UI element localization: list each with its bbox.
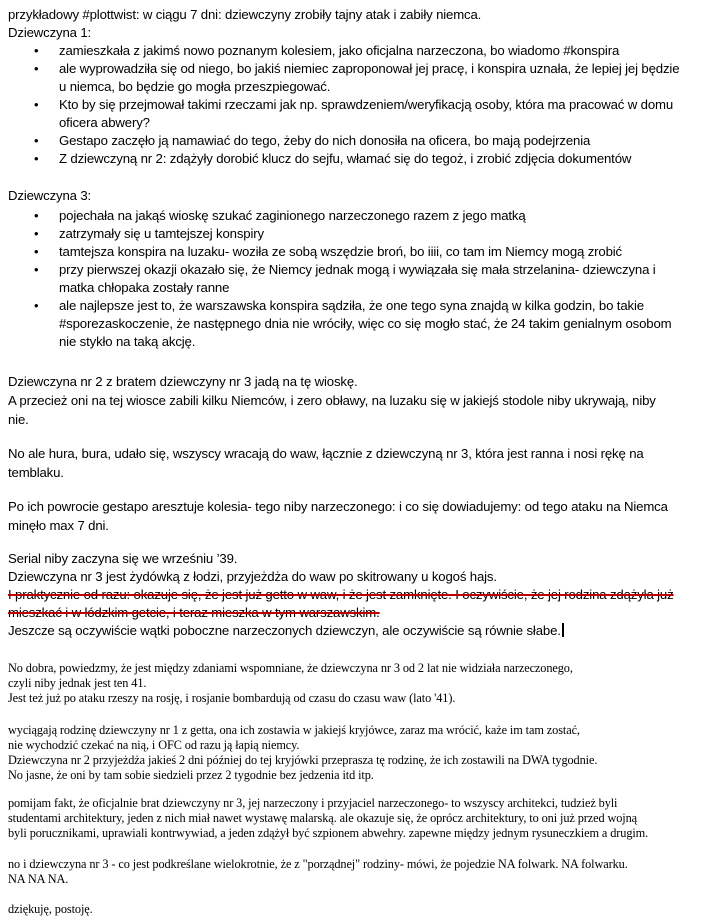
part1-d3 <box>8 187 708 351</box>
list-item: • zatrzymały się u tamtejszej konspiry <box>8 225 708 243</box>
paragraph-return: No ale hura, bura, udało się, wszyscy wracają do waw, łącznie z dziewczyną nr 3, która jest ranna i nosi rękę na temblaku. <box>8 446 644 480</box>
list-item: • Gestapo zaczęło ją namawiać do tego, żeby do nich donosiła na oficera, bo mają podejrzenia <box>8 132 708 150</box>
list-item: • Z dziewczyną nr 2: zdążyły dorobić klucz do sejfu, włamać się do tegoż, i zrobić zdjęcia dokumentów <box>8 150 708 168</box>
paragraph-trip: Dziewczyna nr 2 z bratem dziewczyny nr 3 jadą na tę wioskę. A przecież oni na tej wiosce zabili kilku Niemców, i zero obławy, na luzaku się w jakiejś stodole niby ukrywają, niby nie. <box>8 374 656 427</box>
list-item: • przy pierwszej okazji okazało się, że Niemcy jednak mogą i wywiązała się mała strzelanina- dziewczyna i matka chłopaka zostały ranne <box>8 261 708 297</box>
struck-text: I praktycznie od razu: okazuje się, że jest już getto w waw, i że jest zamknięte. I oczywiście, że jej rodzina zdążyła już <box>8 587 674 602</box>
list-item: • pojechała na jakąś wioskę szukać zaginionego narzeczonego razem z jego matką <box>8 207 708 225</box>
part2-p4: no i dziewczyna nr 3 - co jest podkreślane wielokrotnie, że z "porządnej" rodziny- mówi, że pojedzie NA folwark. NA folwarku. NA NA NA. <box>8 857 628 886</box>
text-cursor <box>562 623 564 637</box>
list-item: • zamieszkała z jakimś nowo poznanym kolesiem, jako oficjalna narzeczona, bo wiadomo #konspira <box>8 42 708 60</box>
last-line: Jeszcze są oczywiście wątki poboczne narzeczonych dziewczyn, ale oczywiście są równie słabe. <box>8 623 561 638</box>
bullet-list-dziewczyna-3 <box>8 207 708 351</box>
paragraph-gestapo: Po ich powrocie gestapo aresztuje kolesia- tego niby narzeczonego: i co się dowiadujemy: od tego ataku na Niemca minęło max 7 dni. <box>8 499 668 533</box>
section-title-dziewczyna-1: Dziewczyna 1: <box>8 25 92 40</box>
part2-p5: dziękuję, postoję. <box>8 902 93 916</box>
part2-p2: wyciągają rodzinę dziewczyny nr 1 z getta, ona ich zostawia w jakiejś kryjówce, zaraz ma wrócić, każe im tam zostać, nie wychodzić czekać na nią, i OFC od razu ją łapią niemcy. Dziewczyna nr 2 przyjeżdża jakieś 2 dni później do tej kryjówki przeprasza tę rodzinę, że ich zostawili na DWA tygodnie. No jasne, że oni by tam sobie siedzieli przez 2 tygodnie bez jedzenia itd itp. <box>8 723 598 782</box>
part1 <box>8 6 708 168</box>
paragraph-serial: Serial niby zaczyna się we wrześniu ’39. Dziewczyna nr 3 jest żydówką z łodzi, przyjeżdża do waw po skitrowany u kogoś hajs. I praktycznie od razu: okazuje się, że jest już getto w waw, i że jest zamknięte. I oczywiście, że jej rodzina zdążyła już mieszkać i w łódzkim getcie, i teraz mieszka w tym warszawskim. Jeszcze są oczywiście wątki poboczne narzeczonych dziewczyn, ale oczywiście są równie słabe. <box>8 550 708 640</box>
list-item: • Kto by się przejmował takimi rzeczami jak np. sprawdzeniem/weryfikacją osoby, która ma pracować w domu oficera abwery? <box>8 96 708 132</box>
bullet-list-dziewczyna-1 <box>8 42 708 168</box>
part2-p3: pomijam fakt, że oficjalnie brat dziewczyny nr 3, jej narzeczony i przyjaciel narzeczonego- to wszyscy architekci, tudzież byli studentami architektury, jeden z nich miał nawet wystawę malarską. ale okazuje się, że oprócz architektury, to oni już przed wojną byli porucznikami, uprawiali kontrwywiad, a jeden zdążył być szpionem abwehry. zapewne między jednym rysuneczkiem a drugim. <box>8 796 649 840</box>
intro-line: przykładowy #plottwist: w ciągu 7 dni: dziewczyny zrobiły tajny atak i zabiły niemca. <box>8 7 482 22</box>
list-item: • tamtejsza konspira na luzaku- woziła ze sobą wszędzie broń, bo iiii, co tam im Niemcy mogą zrobić <box>8 243 708 261</box>
list-item: • ale najlepsze jest to, że warszawska konspira sądziła, że one tego syna znajdą w kilka godzin, bo takie #sporezaskoczenie, że następnego dnia nie wróciły, więc co się mogło stać, że 24 takim genialnym osobom nie stykło na taką akcję. <box>8 297 708 351</box>
struck-text: mieszkać i w łódzkim getcie, i teraz mieszka w tym warszawskim. <box>8 605 380 620</box>
list-item: • ale wyprowadziła się od niego, bo jakiś niemiec zaproponował jej pracę, i konspira uznała, że lepiej jej będzie u niemca, bo będzie go mogła przeszpiegować. <box>8 60 708 96</box>
section-title-dziewczyna-3: Dziewczyna 3: <box>8 188 92 203</box>
part2-p1: No dobra, powiedzmy, że jest między zdaniami wspomniane, że dziewczyna nr 3 od 2 lat nie widziała narzeczonego, czyli niby jednak jest ten 41. Jest też już po ataku rzeszy na rosję, i rosjanie bombardują od czasu do czasu waw (lato '41). <box>8 661 573 705</box>
